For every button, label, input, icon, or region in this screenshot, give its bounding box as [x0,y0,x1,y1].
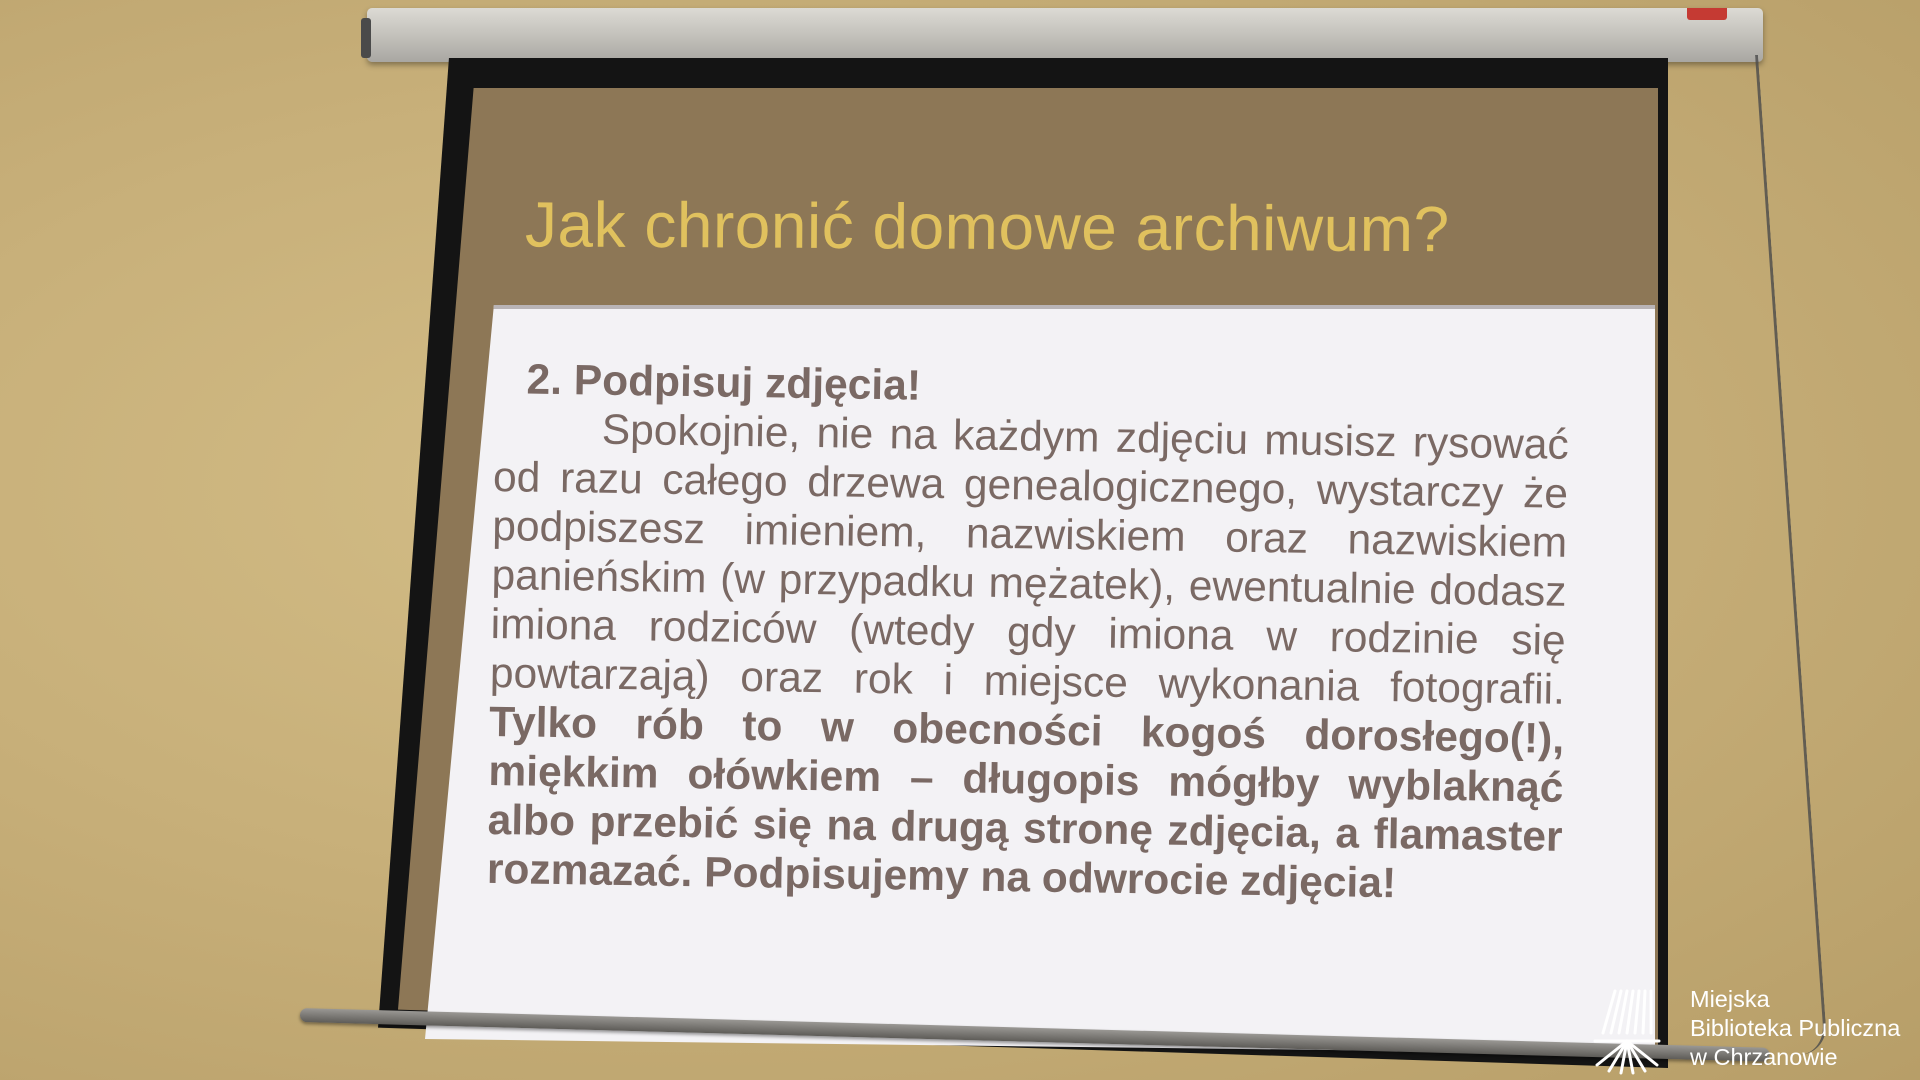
library-logo-icon [1585,985,1675,1075]
slide-title: Jak chronić domowe archiwum? [524,188,1450,266]
library-watermark [1585,985,1915,1075]
brand-label [1687,8,1727,20]
watermark-line-1: Miejska [1690,986,1770,1012]
housing-end-cap [361,18,371,58]
slide-body-regular: Spokojnie, nie na każdym zdjęciu musisz rysować od razu całego drzewa genealogicznego, wystarczy że podpiszesz imieniem, nazwiskiem oraz nazwiskiem panieńskim (w przypadku mężatek), ewentualnie dodasz imiona rodziców (wtedy gdy imiona w rodzinie się powtarzają) oraz rok i miejsce wykonania fotografii. [489,406,1570,714]
slide-body-bold: Tylko rób to w obecności kogoś dorosłego(!), miękkim ołówkiem – długopis mógłby wyblaknąć albo przebić się na drugą stronę zdjęcia, a flamaster rozmazać. Podpisujemy na odwrocie zdjęcia! [486,698,1565,908]
slide-content-text [487,355,1570,911]
slide-heading: 2. Podpisuj zdjęcia! [526,356,922,410]
slide-paragraph [487,404,1570,911]
hanging-cable [1715,55,1828,1055]
watermark-text [1690,985,1900,1072]
watermark-line-3: w Chrzanowie [1690,1044,1838,1070]
projector-screen-housing [367,8,1763,62]
watermark-line-2: Biblioteka Publiczna [1690,1015,1901,1041]
